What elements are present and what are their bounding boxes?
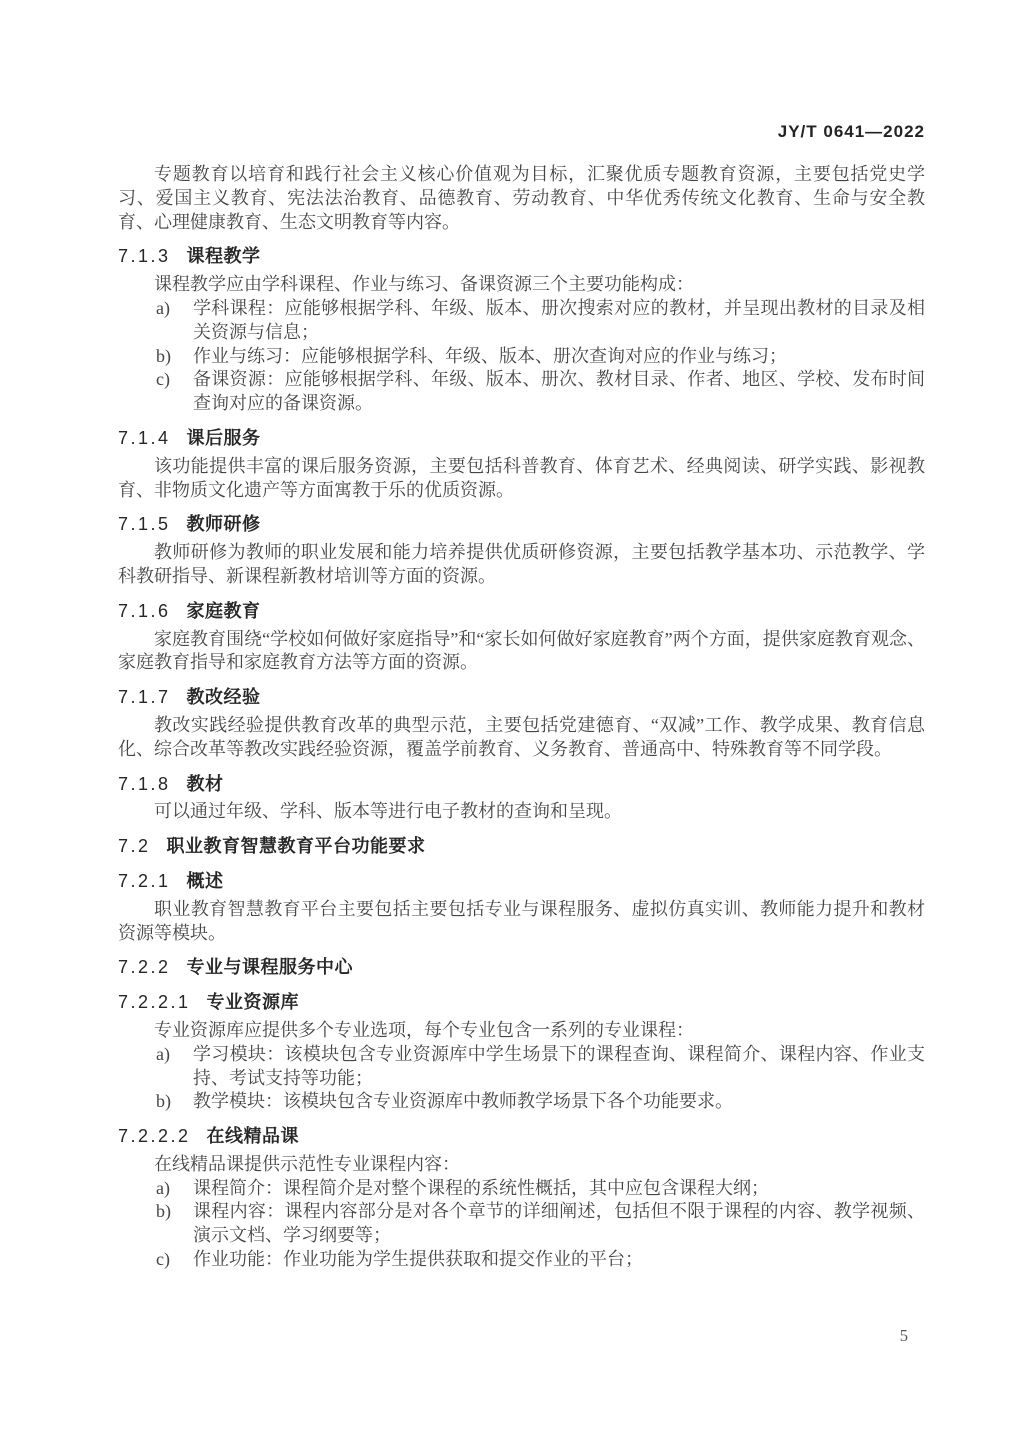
list-item-text: 学习模块：该模块包含专业资源库中学生场景下的课程查询、课程简介、课程内容、作业支持、考试支持等功能； [193,1043,925,1088]
paragraph: 该功能提供丰富的课后服务资源，主要包括科普教育、体育艺术、经典阅读、研学实践、影视教育、非物质文化遗产等方面寓教于乐的优质资源。 [118,455,925,500]
list-item [118,297,925,345]
list-marker: a) [156,1177,170,1198]
section-heading [118,513,925,537]
list-marker: b) [156,1201,171,1222]
heading-number: 7.1.8 [118,773,171,794]
section-heading [118,773,925,797]
heading-number: 7.2.1 [118,870,171,891]
paragraph: 家庭教育围绕“学校如何做好家庭指导”和“家长如何做好家庭教育”两个方面，提供家庭教育观念、家庭教育指导和家庭教育方法等方面的资源。 [118,628,925,673]
heading-title: 专业与课程服务中心 [186,957,354,978]
list-item [118,1043,925,1091]
list-item-text: 课程内容：课程内容部分是对各个章节的详细阐述，包括但不限于课程的内容、教学视频、演示文档、学习纲要等； [193,1201,925,1246]
list-item-text: 备课资源：应能够根据学科、年级、版本、册次、教材目录、作者、地区、学校、发布时间查询对应的备课资源。 [193,369,925,414]
heading-title: 课程教学 [186,246,261,267]
section-heading [118,870,925,894]
paragraph: 职业教育智慧教育平台主要包括主要包括专业与课程服务、虚拟仿真实训、教师能力提升和教材资源等模块。 [118,898,925,943]
list-item [118,1177,925,1201]
section-heading [118,1125,925,1149]
list-marker: a) [156,1043,170,1064]
heading-number: 7.1.3 [118,246,171,267]
heading-number: 7.1.4 [118,427,171,448]
paragraph: 专业资源库应提供多个专业选项，每个专业包含一系列的专业课程： [154,1019,694,1040]
list-item [118,1200,925,1248]
list-item [118,1248,925,1272]
heading-number: 7.2.2.2 [118,1126,191,1147]
heading-title: 职业教育智慧教育平台功能要求 [166,836,426,857]
list-item-text: 学科课程：应能够根据学科、年级、版本、册次搜索对应的教材，并呈现出教材的目录及相关资源与信息； [193,297,925,342]
heading-number: 7.1.5 [118,514,171,535]
heading-number: 7.1.6 [118,600,171,621]
list-item-text: 作业功能：作业功能为学生提供获取和提交作业的平台； [193,1249,643,1270]
heading-title: 教师研修 [186,514,261,535]
heading-title: 概述 [186,870,224,891]
heading-title: 在线精品课 [206,1126,300,1147]
heading-title: 课后服务 [186,427,261,448]
section-heading [118,835,925,859]
paragraph: 教改实践经验提供教育改革的典型示范，主要包括党建德育、“双减”工作、教学成果、教育信息化、综合改革等教改实践经验资源，覆盖学前教育、义务教育、普通高中、特殊教育等不同学段。 [118,714,925,759]
document-content [118,160,925,1272]
heading-number: 7.2 [118,836,151,857]
page-number: 5 [899,1326,908,1345]
list-item [118,368,925,416]
list-marker: c) [156,1249,170,1270]
section-heading [118,991,925,1015]
section-heading [118,686,925,710]
section-heading [118,600,925,624]
paragraph: 可以通过年级、学科、版本等进行电子教材的查询和呈现。 [154,801,622,822]
list-item-text: 课程简介：课程简介是对整个课程的系统性概括，其中应包含课程大纲； [193,1177,769,1198]
section-heading [118,245,925,269]
list-marker: b) [156,1091,171,1112]
list-item [118,345,925,369]
heading-title: 专业资源库 [206,992,300,1013]
heading-title: 教改经验 [186,687,261,708]
list-marker: a) [156,297,170,318]
list-marker: c) [156,369,170,390]
list-item-text: 教学模块：该模块包含专业资源库中教师教学场景下各个功能要求。 [193,1091,733,1112]
heading-number: 7.1.7 [118,687,171,708]
section-heading [118,956,925,980]
paragraph: 专题教育以培育和践行社会主义核心价值观为目标，汇聚优质专题教育资源，主要包括党史学习、爱国主义教育、宪法法治教育、品德教育、劳动教育、中华优秀传统文化教育、生命与安全教育、心理健康教育、生态文明教育等内容。 [118,164,925,232]
heading-number: 7.2.2 [118,957,171,978]
heading-title: 家庭教育 [186,600,261,621]
standard-number-header: JY/T 0641—2022 [777,122,925,141]
paragraph: 课程教学应由学科课程、作业与练习、备课资源三个主要功能构成： [154,274,694,295]
paragraph: 教师研修为教师的职业发展和能力培养提供优质研修资源，主要包括教学基本功、示范教学、学科教研指导、新课程新教材培训等方面的资源。 [118,542,925,586]
list-item-text: 作业与练习：应能够根据学科、年级、版本、册次查询对应的作业与练习； [193,345,787,366]
list-marker: b) [156,345,171,366]
heading-title: 教材 [186,773,224,794]
paragraph: 在线精品课提供示范性专业课程内容： [154,1153,460,1174]
list-item [118,1090,925,1114]
section-heading [118,427,925,451]
heading-number: 7.2.2.1 [118,992,191,1013]
